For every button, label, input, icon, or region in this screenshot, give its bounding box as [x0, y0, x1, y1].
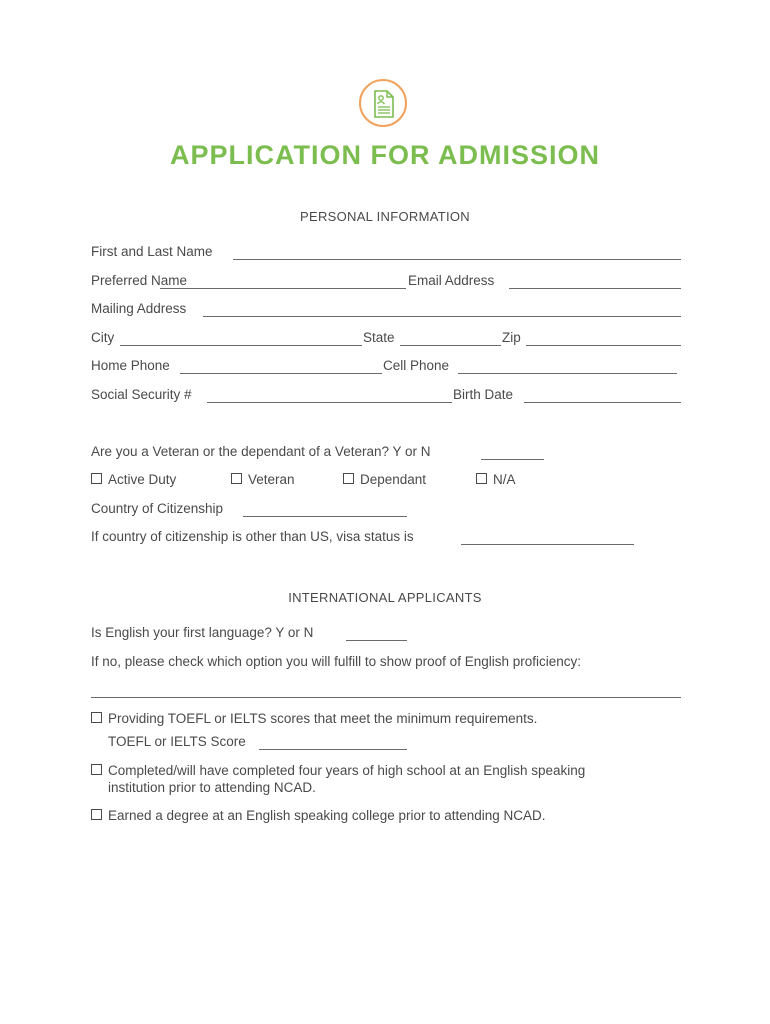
cell-phone-field[interactable]: [458, 358, 677, 374]
ssn-birth-row: [91, 387, 681, 407]
zip-field[interactable]: [526, 330, 681, 346]
city-state-zip-row: [91, 330, 681, 350]
checkbox-icon[interactable]: [91, 809, 102, 820]
checkbox-label: Completed/will have completed four years of high school at an English speaking: [108, 763, 586, 778]
english-question: Is English your first language? Y or N: [91, 625, 314, 640]
document-icon: [373, 90, 395, 118]
checkbox-icon[interactable]: [343, 473, 354, 484]
mailing-label: Mailing Address: [91, 301, 187, 316]
form-title: APPLICATION FOR ADMISSION: [170, 140, 600, 170]
checkbox-icon[interactable]: [476, 473, 487, 484]
visa-field[interactable]: [461, 529, 634, 545]
proficiency-line[interactable]: [91, 697, 681, 698]
visa-label: If country of citizenship is other than US, visa status is: [91, 529, 414, 544]
score-label: TOEFL or IELTS Score: [108, 734, 246, 749]
high-school-label-cont: institution prior to attending NCAD.: [108, 780, 316, 795]
english-row: [91, 625, 681, 645]
checkbox-label: Veteran: [248, 472, 295, 487]
veteran-row: [91, 444, 681, 464]
birth-date-label: Birth Date: [453, 387, 514, 402]
checkbox-label: Providing TOEFL or IELTS scores that meet the minimum requirements.: [108, 711, 538, 726]
proficiency-instructions: If no, please check which option you will fulfill to show proof of English proficiency:: [91, 654, 582, 669]
checkbox-label: N/A: [493, 472, 516, 487]
visa-row: [91, 529, 681, 549]
checkbox-icon[interactable]: [231, 473, 242, 484]
personal-info-heading: PERSONAL INFORMATION: [300, 209, 470, 224]
checkbox-icon[interactable]: [91, 473, 102, 484]
phone-row: [91, 358, 681, 378]
mailing-row: [91, 301, 681, 321]
checkbox-veteran[interactable]: [231, 472, 295, 487]
state-label: State: [363, 330, 395, 345]
english-answer-field[interactable]: [346, 625, 407, 641]
checkbox-icon[interactable]: [91, 764, 102, 775]
email-label: Email Address: [408, 273, 495, 288]
checkbox-icon[interactable]: [91, 712, 102, 723]
zip-label: Zip: [502, 330, 521, 345]
checkbox-na[interactable]: [476, 472, 516, 487]
citizenship-field[interactable]: [243, 501, 407, 517]
form-logo: [359, 79, 407, 127]
preferred-name-field[interactable]: [160, 273, 406, 289]
score-row: [108, 734, 408, 754]
home-phone-field[interactable]: [180, 358, 382, 374]
birth-date-field[interactable]: [524, 387, 681, 403]
checkbox-high-school[interactable]: [91, 763, 585, 778]
name-field[interactable]: [233, 244, 681, 260]
name-label: First and Last Name: [91, 244, 213, 259]
citizenship-label: Country of Citizenship: [91, 501, 224, 516]
score-field[interactable]: [259, 734, 407, 750]
preferred-email-row: [91, 273, 681, 293]
city-field[interactable]: [120, 330, 362, 346]
checkbox-active-duty[interactable]: [91, 472, 176, 487]
citizenship-row: [91, 501, 681, 521]
checkbox-label: Active Duty: [108, 472, 177, 487]
veteran-question: Are you a Veteran or the dependant of a Veteran? Y or N: [91, 444, 431, 459]
cell-phone-label: Cell Phone: [383, 358, 450, 373]
city-label: City: [91, 330, 115, 345]
ssn-field[interactable]: [207, 387, 452, 403]
checkbox-toefl[interactable]: [91, 711, 537, 726]
state-field[interactable]: [400, 330, 501, 346]
checkbox-degree[interactable]: [91, 808, 546, 823]
email-field[interactable]: [509, 273, 681, 289]
checkbox-dependant[interactable]: [343, 472, 426, 487]
name-row: [91, 244, 681, 264]
checkbox-label: Earned a degree at an English speaking college prior to attending NCAD.: [108, 808, 546, 823]
veteran-answer-field[interactable]: [481, 444, 544, 460]
mailing-field[interactable]: [203, 301, 681, 317]
preferred-name-label: Preferred Name: [91, 273, 188, 288]
checkbox-label: Dependant: [360, 472, 427, 487]
home-phone-label: Home Phone: [91, 358, 170, 373]
ssn-label: Social Security #: [91, 387, 192, 402]
international-heading: INTERNATIONAL APPLICANTS: [288, 590, 482, 605]
